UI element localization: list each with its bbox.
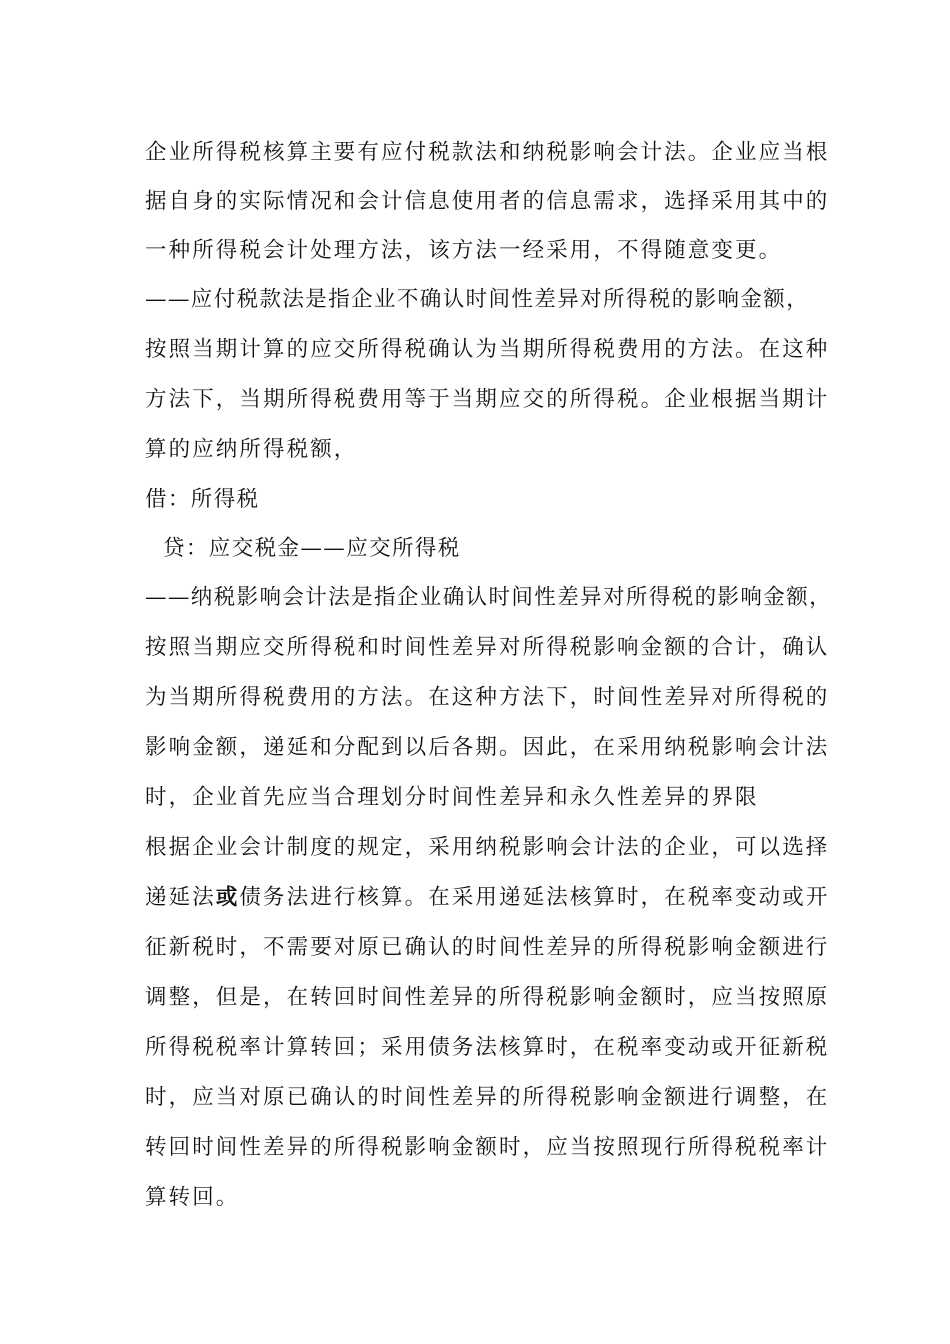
paragraph-line: 时，应当对原已确认的时间性差异的所得税影响金额进行调整，在 [145,1085,830,1110]
paragraph-line: 所得税税率计算转回；采用债务法核算时，在税率变动或开征新税 [145,1035,830,1060]
paragraph-line: 按照当期计算的应交所得税确认为当期所得税费用的方法。在这种 [145,337,830,362]
bold-word: 或 [215,885,240,910]
paragraph-line-rest: 债务法进行核算。在采用递延法核算时，在税率变动或开 [239,885,830,910]
paragraph-line: 按照当期应交所得税和时间性差异对所得税影响金额的合计，确认 [145,635,830,660]
paragraph-line: 时，企业首先应当合理划分时间性差异和永久性差异的界限 [145,785,759,810]
paragraph-line: 一种所得税会计处理方法，该方法一经采用，不得随意变更。 [145,238,783,263]
paragraph-line: 算的应纳所得税额， [145,437,358,462]
paragraph-line: 据自身的实际情况和会计信息使用者的信息需求，选择采用其中的 [145,189,830,214]
paragraph-line: 根据企业会计制度的规定，采用纳税影响会计法的企业，可以选择 [145,835,830,860]
paragraph-line [145,884,845,912]
paragraph-line: 算转回。 [145,1185,240,1210]
paragraph-line-start: 递延法 [145,885,216,910]
paragraph-line: 为当期所得税费用的方法。在这种方法下，时间性差异对所得税的 [145,685,830,710]
paragraph-line: 影响金额，递延和分配到以后各期。因此，在采用纳税影响会计法 [145,735,830,760]
paragraph-line: 调整，但是，在转回时间性差异的所得税影响金额时，应当按照原 [145,985,830,1010]
journal-credit-line: 贷：应交税金——应交所得税 [163,536,461,561]
paragraph-line: 方法下，当期所得税费用等于当期应交的所得税。企业根据当期计 [145,387,830,412]
journal-debit-line: 借：所得税 [145,487,260,512]
paragraph-line: 征新税时，不需要对原已确认的时间性差异的所得税影响金额进行 [145,935,830,960]
paragraph-line: ——应付税款法是指企业不确认时间性差异对所得税的影响金额， [145,287,810,312]
paragraph-line: 转回时间性差异的所得税影响金额时，应当按照现行所得税税率计 [145,1135,830,1160]
paragraph-line: ——纳税影响会计法是指企业确认时间性差异对所得税的影响金额， [145,585,833,610]
paragraph-line: 企业所得税核算主要有应付税款法和纳税影响会计法。企业应当根 [145,140,830,165]
